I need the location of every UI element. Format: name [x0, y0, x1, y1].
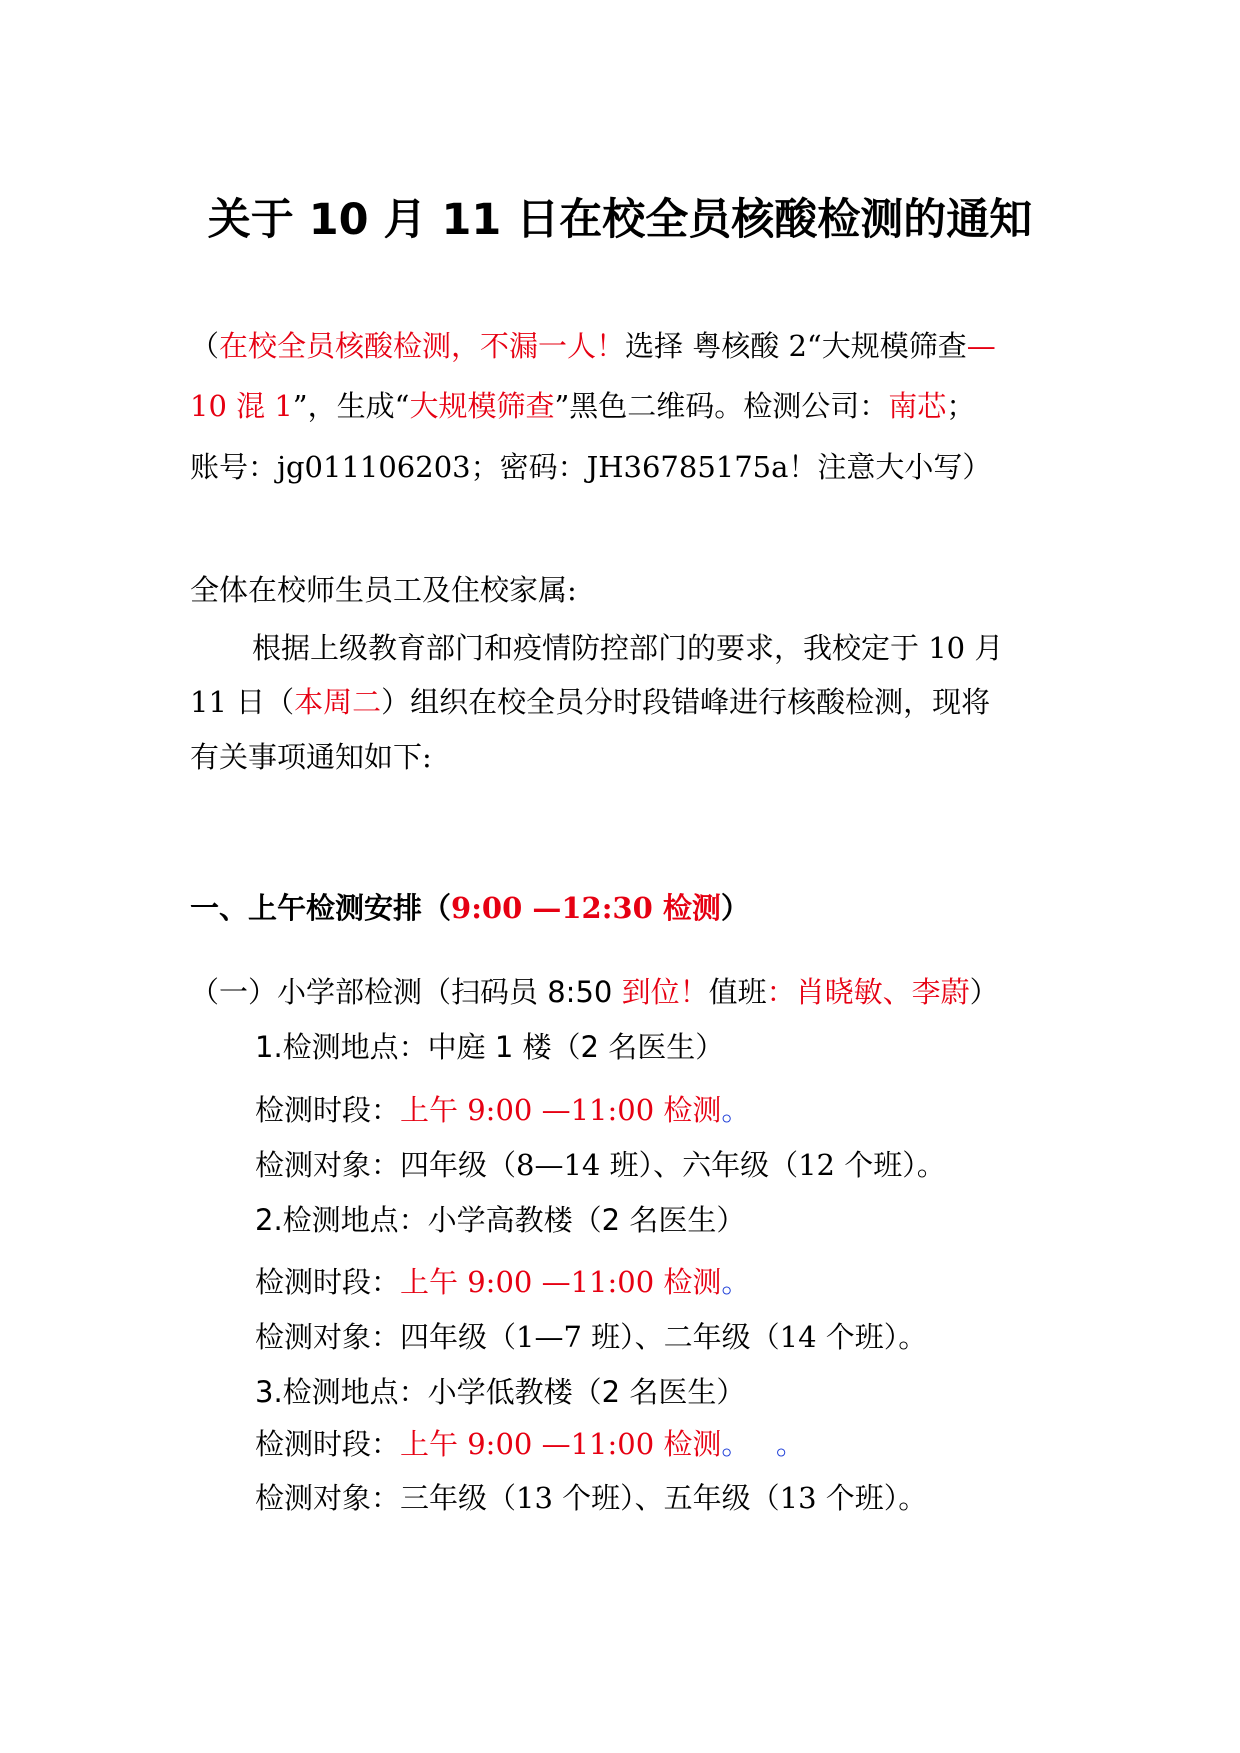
section-heading-close: ） — [720, 891, 750, 925]
site-3-target-label: 检测对象： — [255, 1481, 401, 1515]
site-3-time-label: 检测时段： — [255, 1427, 401, 1461]
section-heading-time: 9:00 —12:30 检测 — [451, 891, 721, 925]
para-line-3: 有关事项通知如下: — [190, 740, 432, 774]
site-1-time — [255, 1090, 750, 1130]
greeting: 全体在校师生员工及住校家属: — [190, 573, 577, 607]
section-heading-morning — [190, 888, 750, 928]
subsection-heading-primary — [190, 972, 999, 1012]
site-2-time — [255, 1262, 750, 1302]
para-line-1: 根据上级教育部门和疫情防控部门的要求，我校定于 10 月 — [252, 631, 1004, 665]
intro-company-name: 南芯 — [888, 389, 947, 423]
site-2-location: 2.检测地点：小学高教楼（2 名医生） — [255, 1203, 746, 1237]
intro-screening-label: 大规模筛查 — [409, 389, 555, 423]
site-3-target-value: 三年级（13 个班）、五年级（13 个班）。 — [400, 1481, 928, 1515]
subsection-label: （一）小学部检测（扫码员 8:50 — [190, 975, 622, 1009]
intro-slogan: 在校全员核酸检测，不漏一人！ — [219, 329, 626, 363]
para-weekday: 本周二 — [294, 685, 382, 719]
site-2-time-label: 检测时段： — [255, 1265, 401, 1299]
intro-dash: — — [966, 329, 996, 363]
site-1-time-end: 。 — [721, 1093, 751, 1127]
site-2-target — [255, 1317, 927, 1357]
section-heading-label: 一、上午检测安排（ — [190, 891, 452, 925]
para-date: 11 日（ — [190, 685, 295, 719]
intro-line-3: 账号：jg011106203；密码：JH36785175a！注意大小写） — [190, 450, 992, 484]
subsection-duty-names: ：肖晓敏、李蔚 — [766, 975, 970, 1009]
subsection-close: ） — [969, 975, 999, 1009]
site-1-target-label: 检测对象： — [255, 1148, 401, 1182]
intro-mix-ratio: 10 混 1 — [190, 389, 293, 423]
subsection-arrive: 到位！ — [621, 975, 709, 1009]
para-line-2 — [190, 682, 990, 722]
intro-semicolon: ； — [946, 389, 976, 423]
site-3-extra-dot: 。 — [775, 1427, 805, 1461]
site-2-time-value: 上午 9:00 —11:00 检测 — [400, 1265, 722, 1299]
site-3-time-value: 上午 9:00 —11:00 检测 — [400, 1427, 722, 1461]
site-2-target-value: 四年级（1—7 班）、二年级（14 个班）。 — [400, 1320, 928, 1354]
site-1-target — [255, 1145, 946, 1185]
page-title: 关于 10 月 11 日在校全员核酸检测的通知 — [207, 195, 1033, 245]
intro-line-2 — [190, 386, 975, 426]
intro-line-1 — [190, 326, 996, 366]
site-1-time-value: 上午 9:00 —11:00 检测 — [400, 1093, 722, 1127]
site-3-time — [255, 1424, 805, 1464]
site-1-location: 1.检测地点：中庭 1 楼（2 名医生） — [255, 1030, 725, 1064]
intro-select-text: 选择 粤核酸 2“大规模筛查 — [625, 329, 967, 363]
site-3-time-end: 。 — [721, 1427, 736, 1461]
site-2-time-end: 。 — [721, 1265, 751, 1299]
intro-open-paren: （ — [190, 329, 220, 363]
intro-generate-text: ”，生成“ — [292, 389, 410, 423]
subsection-duty-label: 值班 — [708, 975, 767, 1009]
intro-qr-text: ”黑色二维码。检测公司： — [554, 389, 889, 423]
site-1-target-value: 四年级（8—14 班）、六年级（12 个班）。 — [400, 1148, 946, 1182]
site-1-time-label: 检测时段： — [255, 1093, 401, 1127]
site-3-location: 3.检测地点：小学低教楼（2 名医生） — [255, 1375, 746, 1409]
site-3-target — [255, 1478, 927, 1518]
site-2-target-label: 检测对象： — [255, 1320, 401, 1354]
para-organize-text: ）组织在校全员分时段错峰进行核酸检测，现将 — [381, 685, 991, 719]
